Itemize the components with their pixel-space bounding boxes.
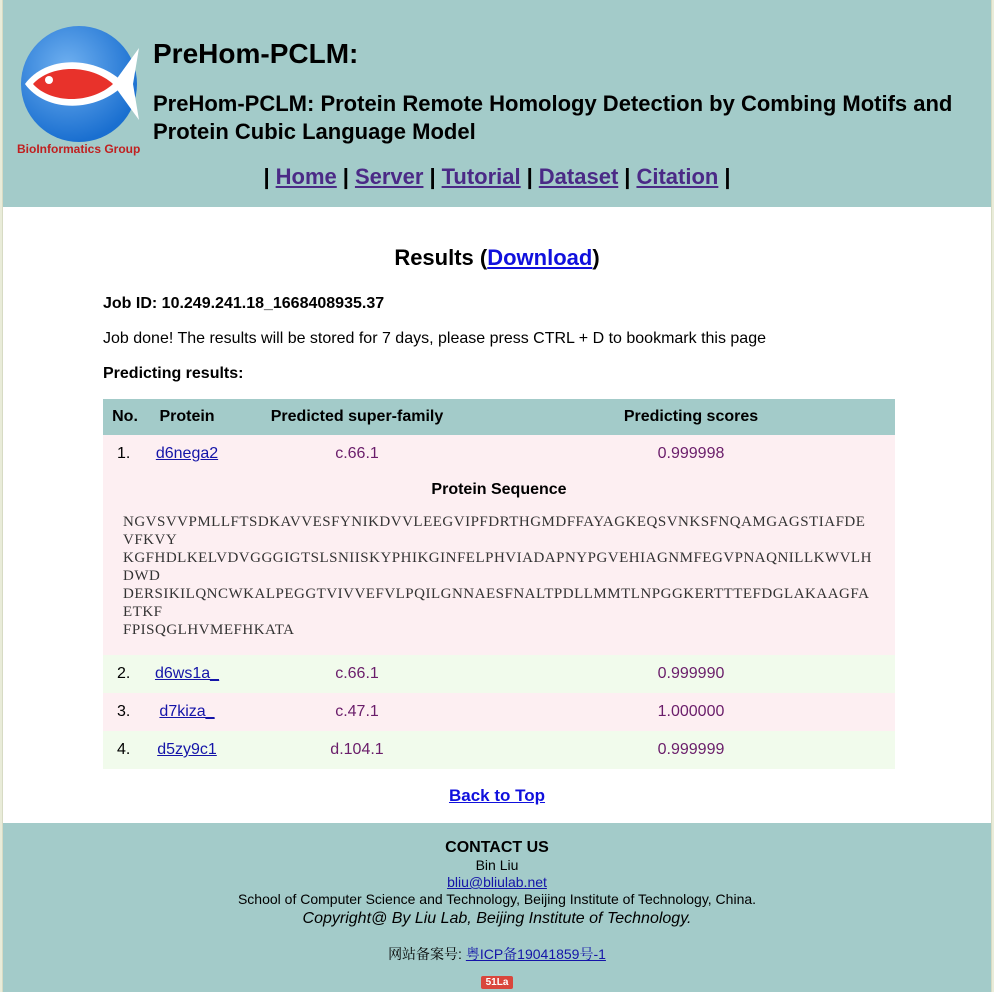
column-header-protein: Protein [147, 399, 227, 435]
results-section [3, 207, 991, 823]
nav-separator: | [429, 164, 436, 189]
protein-cell [147, 435, 227, 473]
protein-cell [147, 693, 227, 731]
sequence-title: Protein Sequence [431, 481, 567, 498]
nav-server-link[interactable]: Server [354, 164, 424, 189]
site-header [3, 0, 991, 207]
column-header-superfamily: Predicted super-family [227, 399, 487, 435]
contact-name: Bin Liu [475, 857, 519, 873]
icp-label: 网站备案号: [388, 946, 466, 962]
table-row [103, 693, 895, 731]
logo-text: BioInformatics Group [17, 142, 141, 156]
sequence-row [103, 473, 895, 655]
nav-separator: | [263, 164, 270, 189]
bioinformatics-fish-logo[interactable] [15, 26, 145, 158]
contact-title: CONTACT US [445, 839, 549, 856]
protein-link[interactable]: d5zy9c1 [157, 741, 217, 758]
results-heading-prefix: Results ( [394, 245, 488, 270]
row-number: 1. [117, 445, 131, 462]
download-link[interactable]: Download [487, 245, 593, 270]
table-header-row [103, 399, 895, 435]
superfamily-cell: c.66.1 [335, 445, 379, 462]
nav-tutorial-link[interactable]: Tutorial [441, 164, 521, 189]
protein-cell [147, 655, 227, 693]
predicting-results-label: Predicting results: [103, 365, 244, 382]
job-status-message: Job done! The results will be stored for 7 days, please press CTRL + D to bookmark this page [103, 330, 766, 347]
sequence-line: DERSIKILQNCWKALPEGGTVIVVEFVLPQILGNNAESFNALTPDLLMMTLNPGGKERTTTEFDGLAKAAGFAETKF [123, 586, 870, 620]
icp-record [3, 944, 991, 964]
sequence-line: KGFHDLKELVDVGGGIGTSLSNIISKYPHIKGINFELPHVIADAPNYPGVEHIAGNMFEGVPNAQNILLKWVLHDWD [123, 550, 872, 584]
protein-sequence [123, 513, 875, 639]
row-number: 4. [117, 741, 131, 758]
superfamily-cell: c.47.1 [335, 703, 379, 720]
icp-link[interactable]: 粤ICP备19041859号-1 [465, 946, 606, 962]
nav-dataset-link[interactable]: Dataset [538, 164, 619, 189]
back-to-top [3, 786, 991, 806]
main-nav [3, 164, 991, 190]
nav-citation-link[interactable]: Citation [636, 164, 719, 189]
sequence-line: FPISQGLHVMEFHKATA [123, 622, 295, 638]
row-number: 3. [117, 703, 131, 720]
back-to-top-link[interactable]: Back to Top [448, 786, 546, 805]
job-id: Job ID: 10.249.241.18_1668408935.37 [103, 295, 385, 312]
protein-cell [147, 731, 227, 769]
nav-separator: | [624, 164, 631, 189]
contact-email-line [3, 874, 991, 891]
page [2, 0, 992, 992]
results-heading [3, 245, 991, 271]
nav-home-link[interactable]: Home [275, 164, 337, 189]
site-footer [3, 823, 991, 992]
institution: School of Computer Science and Technology, Beijing Institute of Technology, China. [237, 891, 757, 907]
protein-link[interactable]: d7kiza_ [159, 703, 215, 720]
column-header-scores: Predicting scores [487, 399, 895, 435]
copyright: Copyright@ By Liu Lab, Beijing Institute of Technology. [302, 910, 692, 927]
results-heading-suffix: ) [592, 245, 600, 270]
table-row [103, 655, 895, 693]
contact-email-link[interactable]: bliu@bliulab.net [447, 874, 547, 890]
score-cell: 0.999999 [657, 741, 725, 758]
nav-separator: | [724, 164, 731, 189]
protein-link[interactable]: d6nega2 [155, 445, 219, 462]
nav-separator: | [526, 164, 533, 189]
table-row [103, 731, 895, 769]
stats-badge[interactable]: 51La [481, 976, 514, 989]
table-row [103, 435, 895, 473]
superfamily-cell: c.66.1 [335, 665, 379, 682]
protein-link[interactable]: d6ws1a_ [154, 665, 220, 682]
score-cell: 0.999990 [657, 665, 725, 682]
row-number: 2. [117, 665, 131, 682]
score-cell: 0.999998 [657, 445, 725, 462]
sequence-line: NGVSVVPMLLFTSDKAVVESFYNIKDVVLEEGVIPFDRTHGMDFFAYAGKEQSVNKSFNQAMGAGSTIAFDEVFKVY [123, 514, 866, 548]
results-table [103, 399, 895, 769]
site-title: PreHom-PCLM: [153, 38, 359, 69]
nav-separator: | [342, 164, 349, 189]
column-header-no: No. [103, 399, 147, 435]
superfamily-cell: d.104.1 [330, 741, 384, 758]
site-subtitle: PreHom-PCLM: Protein Remote Homology Detection by Combing Motifs and Protein Cubic Language Model [153, 91, 953, 144]
score-cell: 1.000000 [657, 703, 725, 720]
sequence-cell [103, 473, 895, 655]
